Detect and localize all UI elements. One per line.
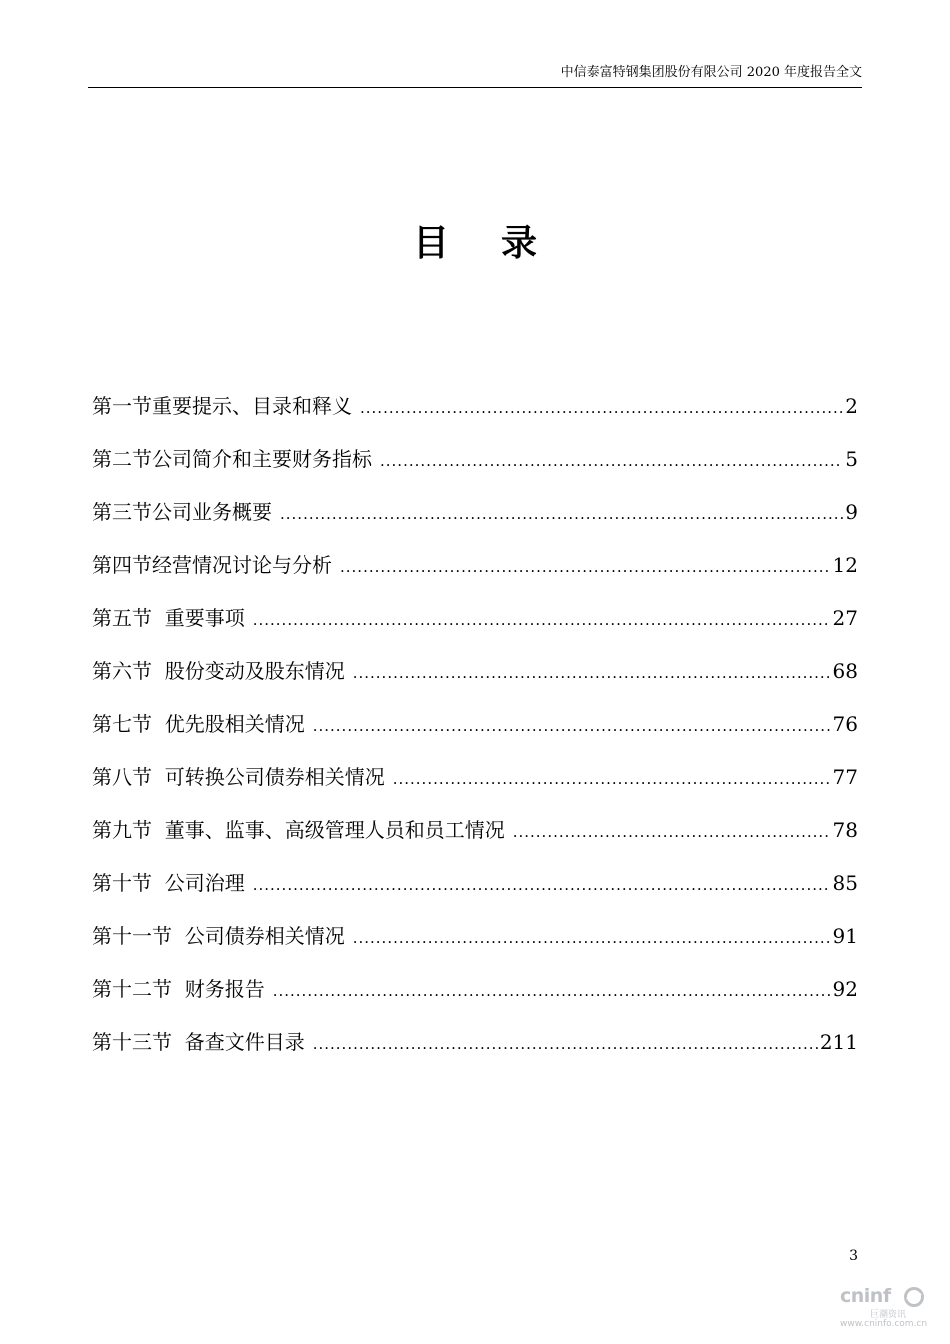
toc-entry-page: 78 [832, 818, 858, 842]
toc-leader-dots [280, 496, 843, 532]
page-number: 3 [849, 1248, 858, 1264]
toc-entry[interactable] [92, 441, 858, 494]
toc-entry-label: 第七节 优先股相关情况 [92, 712, 305, 736]
toc-entry-label: 第一节重要提示、目录和释义 [92, 394, 352, 418]
toc-entry-label: 第四节经营情况讨论与分析 [92, 553, 332, 577]
toc-entry[interactable] [92, 494, 858, 547]
toc-entry-label: 第六节 股份变动及股东情况 [92, 659, 345, 683]
toc-entry-page: 27 [832, 606, 858, 630]
toc-leader-dots [360, 390, 843, 426]
toc-leader-dots [273, 973, 831, 1009]
toc-entry-label: 第五节 重要事项 [92, 606, 245, 630]
toc-entry-page: 68 [832, 659, 858, 683]
toc-entry-label: 第十三节 备查文件目录 [92, 1030, 305, 1054]
toc-entry-page: 12 [832, 553, 858, 577]
watermark-subtitle: 巨潮资讯 [870, 1310, 907, 1320]
toc-entry[interactable] [92, 388, 858, 441]
toc-entry-label: 第十一节 公司债券相关情况 [92, 924, 345, 948]
toc-entry-page: 76 [832, 712, 858, 736]
toc-entry-label: 第八节 可转换公司债券相关情况 [92, 765, 385, 789]
toc-entry-page: 5 [845, 447, 858, 471]
toc-leader-dots [253, 867, 831, 903]
running-header: 中信泰富特钢集团股份有限公司 2020 年度报告全文 [560, 65, 862, 80]
toc-entry-page: 211 [819, 1030, 858, 1054]
toc-entry[interactable] [92, 547, 858, 600]
toc-leader-dots [513, 814, 831, 850]
toc-entry[interactable] [92, 971, 858, 1024]
toc-entry[interactable] [92, 1024, 858, 1077]
toc-leader-dots [340, 549, 831, 585]
toc-entry-page: 91 [832, 924, 858, 948]
toc-entry-label: 第九节 董事、监事、高级管理人员和员工情况 [92, 818, 505, 842]
toc-entry-label: 第十二节 财务报告 [92, 977, 265, 1001]
header-divider [88, 87, 862, 88]
toc-entry-page: 92 [832, 977, 858, 1001]
toc-leader-dots [353, 655, 831, 691]
cninfo-watermark-logo [840, 1285, 930, 1333]
cninfo-swirl-icon [903, 1287, 925, 1307]
watermark-brand: cninf [840, 1285, 891, 1307]
toc-entry[interactable] [92, 918, 858, 971]
watermark-url: www.cninfo.com.cn [840, 1319, 928, 1329]
toc-entry[interactable] [92, 812, 858, 865]
toc-entry[interactable] [92, 865, 858, 918]
page-title: 目录 [412, 223, 589, 264]
toc-entry-page: 77 [832, 765, 858, 789]
toc-leader-dots [393, 761, 831, 797]
toc-entry[interactable] [92, 706, 858, 759]
toc-entry-page: 2 [845, 394, 858, 418]
toc-entry[interactable] [92, 653, 858, 706]
toc-entry[interactable] [92, 600, 858, 653]
toc-entry-page: 85 [832, 871, 858, 895]
toc-entry-page: 9 [845, 500, 858, 524]
toc-entry[interactable] [92, 759, 858, 812]
toc-entry-label: 第三节公司业务概要 [92, 500, 272, 524]
toc-leader-dots [313, 708, 831, 744]
toc-leader-dots [313, 1026, 818, 1062]
toc-entry-label: 第二节公司简介和主要财务指标 [92, 447, 372, 471]
toc-leader-dots [380, 443, 843, 479]
toc-leader-dots [253, 602, 831, 638]
toc-entry-label: 第十节 公司治理 [92, 871, 245, 895]
toc-leader-dots [353, 920, 831, 956]
table-of-contents [92, 388, 858, 1077]
